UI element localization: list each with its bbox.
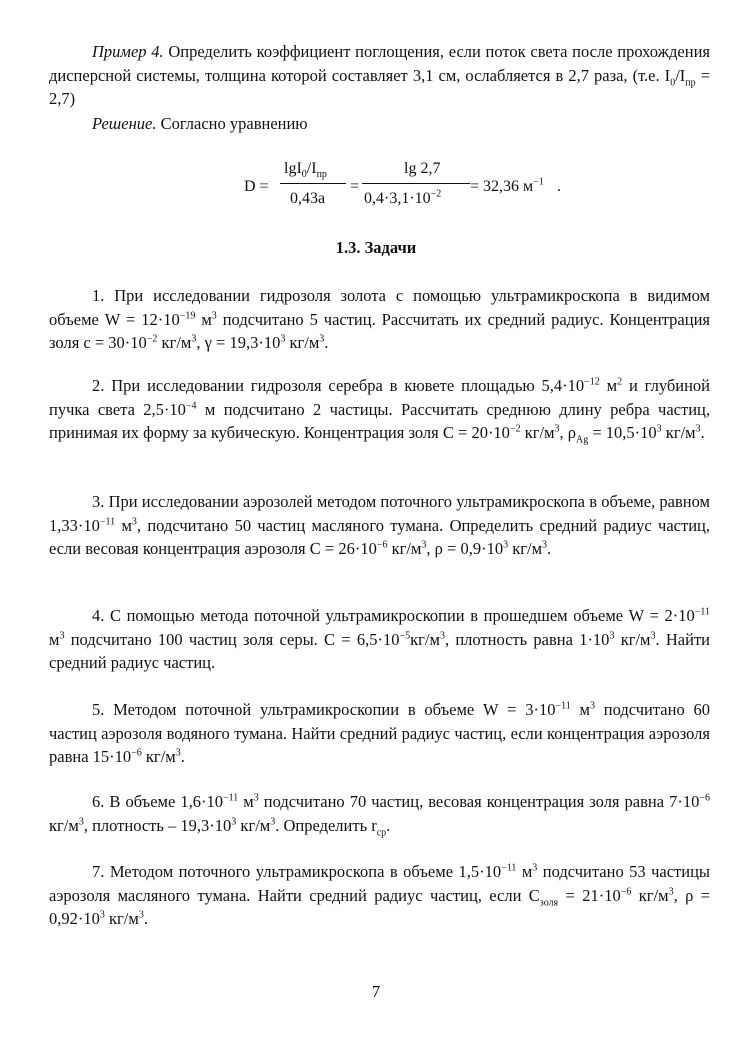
problem-text: . (700, 423, 705, 442)
superscript: 3 (656, 423, 662, 435)
problem-text: кг/м (285, 333, 320, 352)
example-text: Определить коэффициент поглощения, если поток света после прохождения дисперсной системы, толщина которой составляет 3,1 см, ослабляется в 2,7 раза, (т.е. I (49, 42, 710, 85)
superscript: 3 (270, 816, 276, 827)
problem-text: м подсчитано 2 частицы. Рассчитать среднюю длину ребра частиц, принимая их форму за кубическую. Концентрация золя C = 20·10 (49, 399, 710, 442)
superscript: 3 (589, 700, 595, 712)
formula-denominator-1: 0,43a (290, 190, 326, 207)
superscript: 3 (280, 333, 286, 345)
superscript: 3 (668, 886, 674, 897)
subscript: золя (539, 896, 559, 908)
problem-text: подсчитано 5 частиц. Рассчитать их средний радиус. Концентрация золя c = 30·10 (49, 309, 711, 352)
superscript: −6 (620, 886, 632, 897)
superscript: 3 (211, 310, 217, 321)
problem-text: , ρ = 0,92·10 (49, 885, 710, 928)
subscript: пр (685, 76, 696, 88)
superscript: 3 (609, 630, 615, 641)
problem-text: подсчитано 100 частиц золя серы. C = 6,5·10 (64, 629, 400, 649)
problem-text: кг/м (236, 815, 271, 835)
fraction-bar-1 (280, 183, 346, 184)
superscript: 2 (617, 376, 623, 388)
problem-text: м (599, 376, 618, 395)
superscript: 3 (695, 423, 701, 435)
superscript: 3 (138, 909, 144, 921)
problem-text: кг/м (410, 629, 440, 649)
example-label: Пример 4. (92, 42, 164, 61)
superscript: 3 (319, 333, 325, 345)
formula-numerator-1 (284, 157, 327, 181)
problem-text: , подсчитано 50 частиц масляного тумана. Определить средний радиус частиц, если весовая концентрация аэрозоля C = 26·10 (49, 515, 710, 558)
superscript: −2 (509, 423, 521, 435)
problem-text: . (547, 539, 552, 558)
problem-text: 4. С помощью метода поточной ультрамикроскопии в прошедшем объеме W = 2·10 (92, 606, 695, 625)
superscript: 3 (439, 630, 445, 641)
superscript: −19 (179, 310, 196, 321)
subscript: Ag (576, 434, 589, 446)
subscript: 0 (670, 76, 676, 88)
problem-text: , плотность – 19,3·10 (83, 815, 232, 835)
superscript: 3 (421, 539, 427, 551)
problem-5 (49, 698, 710, 769)
superscript: −2 (146, 333, 158, 345)
superscript: −1 (533, 176, 544, 188)
superscript: −11 (555, 700, 571, 712)
example-paragraph (49, 40, 710, 111)
superscript: 3 (253, 792, 259, 804)
superscript: −4 (185, 400, 197, 411)
superscript: −11 (694, 606, 710, 618)
problem-text: и глубиной пучка света 2,5·10 (49, 376, 710, 419)
problem-text: м (195, 309, 212, 329)
problem-text: м (570, 700, 590, 719)
superscript: −2 (430, 188, 442, 200)
superscript: 3 (59, 630, 65, 641)
problem-text: кг/м (661, 423, 696, 442)
superscript: 3 (503, 539, 509, 551)
formula-lhs: D = (244, 178, 269, 195)
formula-period: . (557, 178, 561, 195)
problem-text: . Найти средний радиус частиц. (49, 629, 710, 672)
problem-text: кг/м (104, 909, 139, 928)
solution-text: Согласно уравнению (156, 114, 308, 133)
problem-text: . (143, 909, 148, 928)
superscript: −11 (99, 516, 116, 527)
problem-text: 1. При исследовании гидрозоля золота с помощью ультрамикроскопа в видимом объеме W = 12·10 (49, 286, 710, 329)
superscript: 3 (231, 816, 237, 827)
superscript: −11 (501, 862, 517, 874)
problem-text: , плотность равна 1·10 (444, 629, 610, 649)
superscript: −6 (131, 747, 142, 759)
problem-text: м (238, 792, 254, 811)
problem-text: , ρ = 0,9·10 (426, 539, 504, 558)
formula-text: = 32,36 м (470, 178, 534, 195)
problem-3 (49, 490, 710, 561)
subscript: 0 (301, 169, 307, 181)
formula-text: 0,4·3,1·10 (364, 190, 431, 207)
superscript: 3 (99, 909, 105, 921)
solution-paragraph (49, 112, 710, 136)
problem-4 (49, 604, 710, 675)
superscript: −6 (699, 792, 710, 804)
problem-text: кг/м (141, 747, 176, 766)
problem-text: = 10,5·10 (588, 423, 657, 442)
formula-equals: = (350, 178, 360, 195)
problem-2 (49, 374, 710, 445)
problem-text: подсчитано 53 частицы аэрозоля масляного тумана. Найти средний радиус частиц, если C (49, 862, 711, 905)
problem-text: , γ = 19,3·10 (196, 333, 281, 352)
problem-text: . (386, 815, 391, 835)
superscript: −12 (584, 376, 600, 388)
problem-text: 7. Методом поточного ультрамикроскопа в объеме 1,5·10 (92, 862, 502, 881)
problem-text: 2. При исследовании гидрозоля серебра в кювете площадью 5,4·10 (92, 376, 585, 395)
problem-text: кг/м (631, 885, 669, 905)
subscript: ср (376, 826, 387, 838)
problem-text: . (324, 333, 329, 352)
formula-text: /I (306, 160, 317, 177)
problem-text: кг/м (49, 815, 79, 835)
problem-text: м (115, 515, 132, 535)
page-number: 7 (371, 982, 381, 1001)
superscript: −5 (399, 630, 411, 641)
problem-1 (49, 284, 710, 355)
subscript: пр (316, 169, 327, 181)
problem-text: . Определить r (275, 815, 377, 835)
problem-text: кг/м (387, 539, 422, 558)
solution-label: Решение. (92, 114, 157, 133)
fraction-bar-2 (362, 183, 470, 184)
formula-text: lgI (284, 160, 302, 177)
problem-text: = 21·10 (558, 885, 621, 905)
problem-text: кг/м (508, 539, 543, 558)
problem-text: 5. Методом поточной ультрамикроскопии в объеме W = 3·10 (92, 700, 556, 719)
problem-text: . (180, 747, 185, 766)
superscript: 3 (175, 747, 181, 759)
superscript: 3 (532, 862, 538, 874)
formula-numerator-2: lg 2,7 (404, 160, 441, 177)
problem-text: 6. В объеме 1,6·10 (92, 792, 223, 811)
example-text-part: /I (675, 65, 686, 85)
superscript: −11 (222, 792, 239, 804)
superscript: 3 (131, 516, 137, 527)
example-text-part: = 2,7) (49, 65, 710, 108)
superscript: −6 (376, 539, 388, 551)
problem-text: м (49, 629, 60, 649)
problem-text: 3. При исследовании аэрозолей методом поточного ультрамикроскопа в объеме, равном 1,33·10 (49, 492, 710, 535)
problem-text: кг/м (157, 333, 192, 352)
formula-result (470, 175, 544, 199)
superscript: 3 (650, 630, 656, 641)
formula-denominator-2 (364, 187, 441, 211)
formula (232, 155, 572, 217)
section-title: 1.3. Задачи (335, 238, 417, 257)
superscript: 3 (191, 333, 197, 345)
problem-text: подсчитано 70 частиц, весовая концентрация золя равна 7·10 (258, 792, 700, 811)
problem-text: подсчитано 60 частиц аэрозоля водяного тумана. Найти средний радиус частиц, если концентрация аэрозоля равна 15·10 (49, 700, 710, 766)
superscript: 3 (542, 539, 548, 551)
problem-text: , ρ (559, 423, 576, 442)
problem-6 (49, 790, 710, 837)
superscript: 3 (554, 423, 560, 435)
problem-text: кг/м (520, 423, 555, 442)
problem-text: кг/м (614, 629, 651, 649)
superscript: 3 (78, 816, 84, 827)
problem-7 (49, 860, 710, 931)
problem-text: м (516, 862, 533, 881)
